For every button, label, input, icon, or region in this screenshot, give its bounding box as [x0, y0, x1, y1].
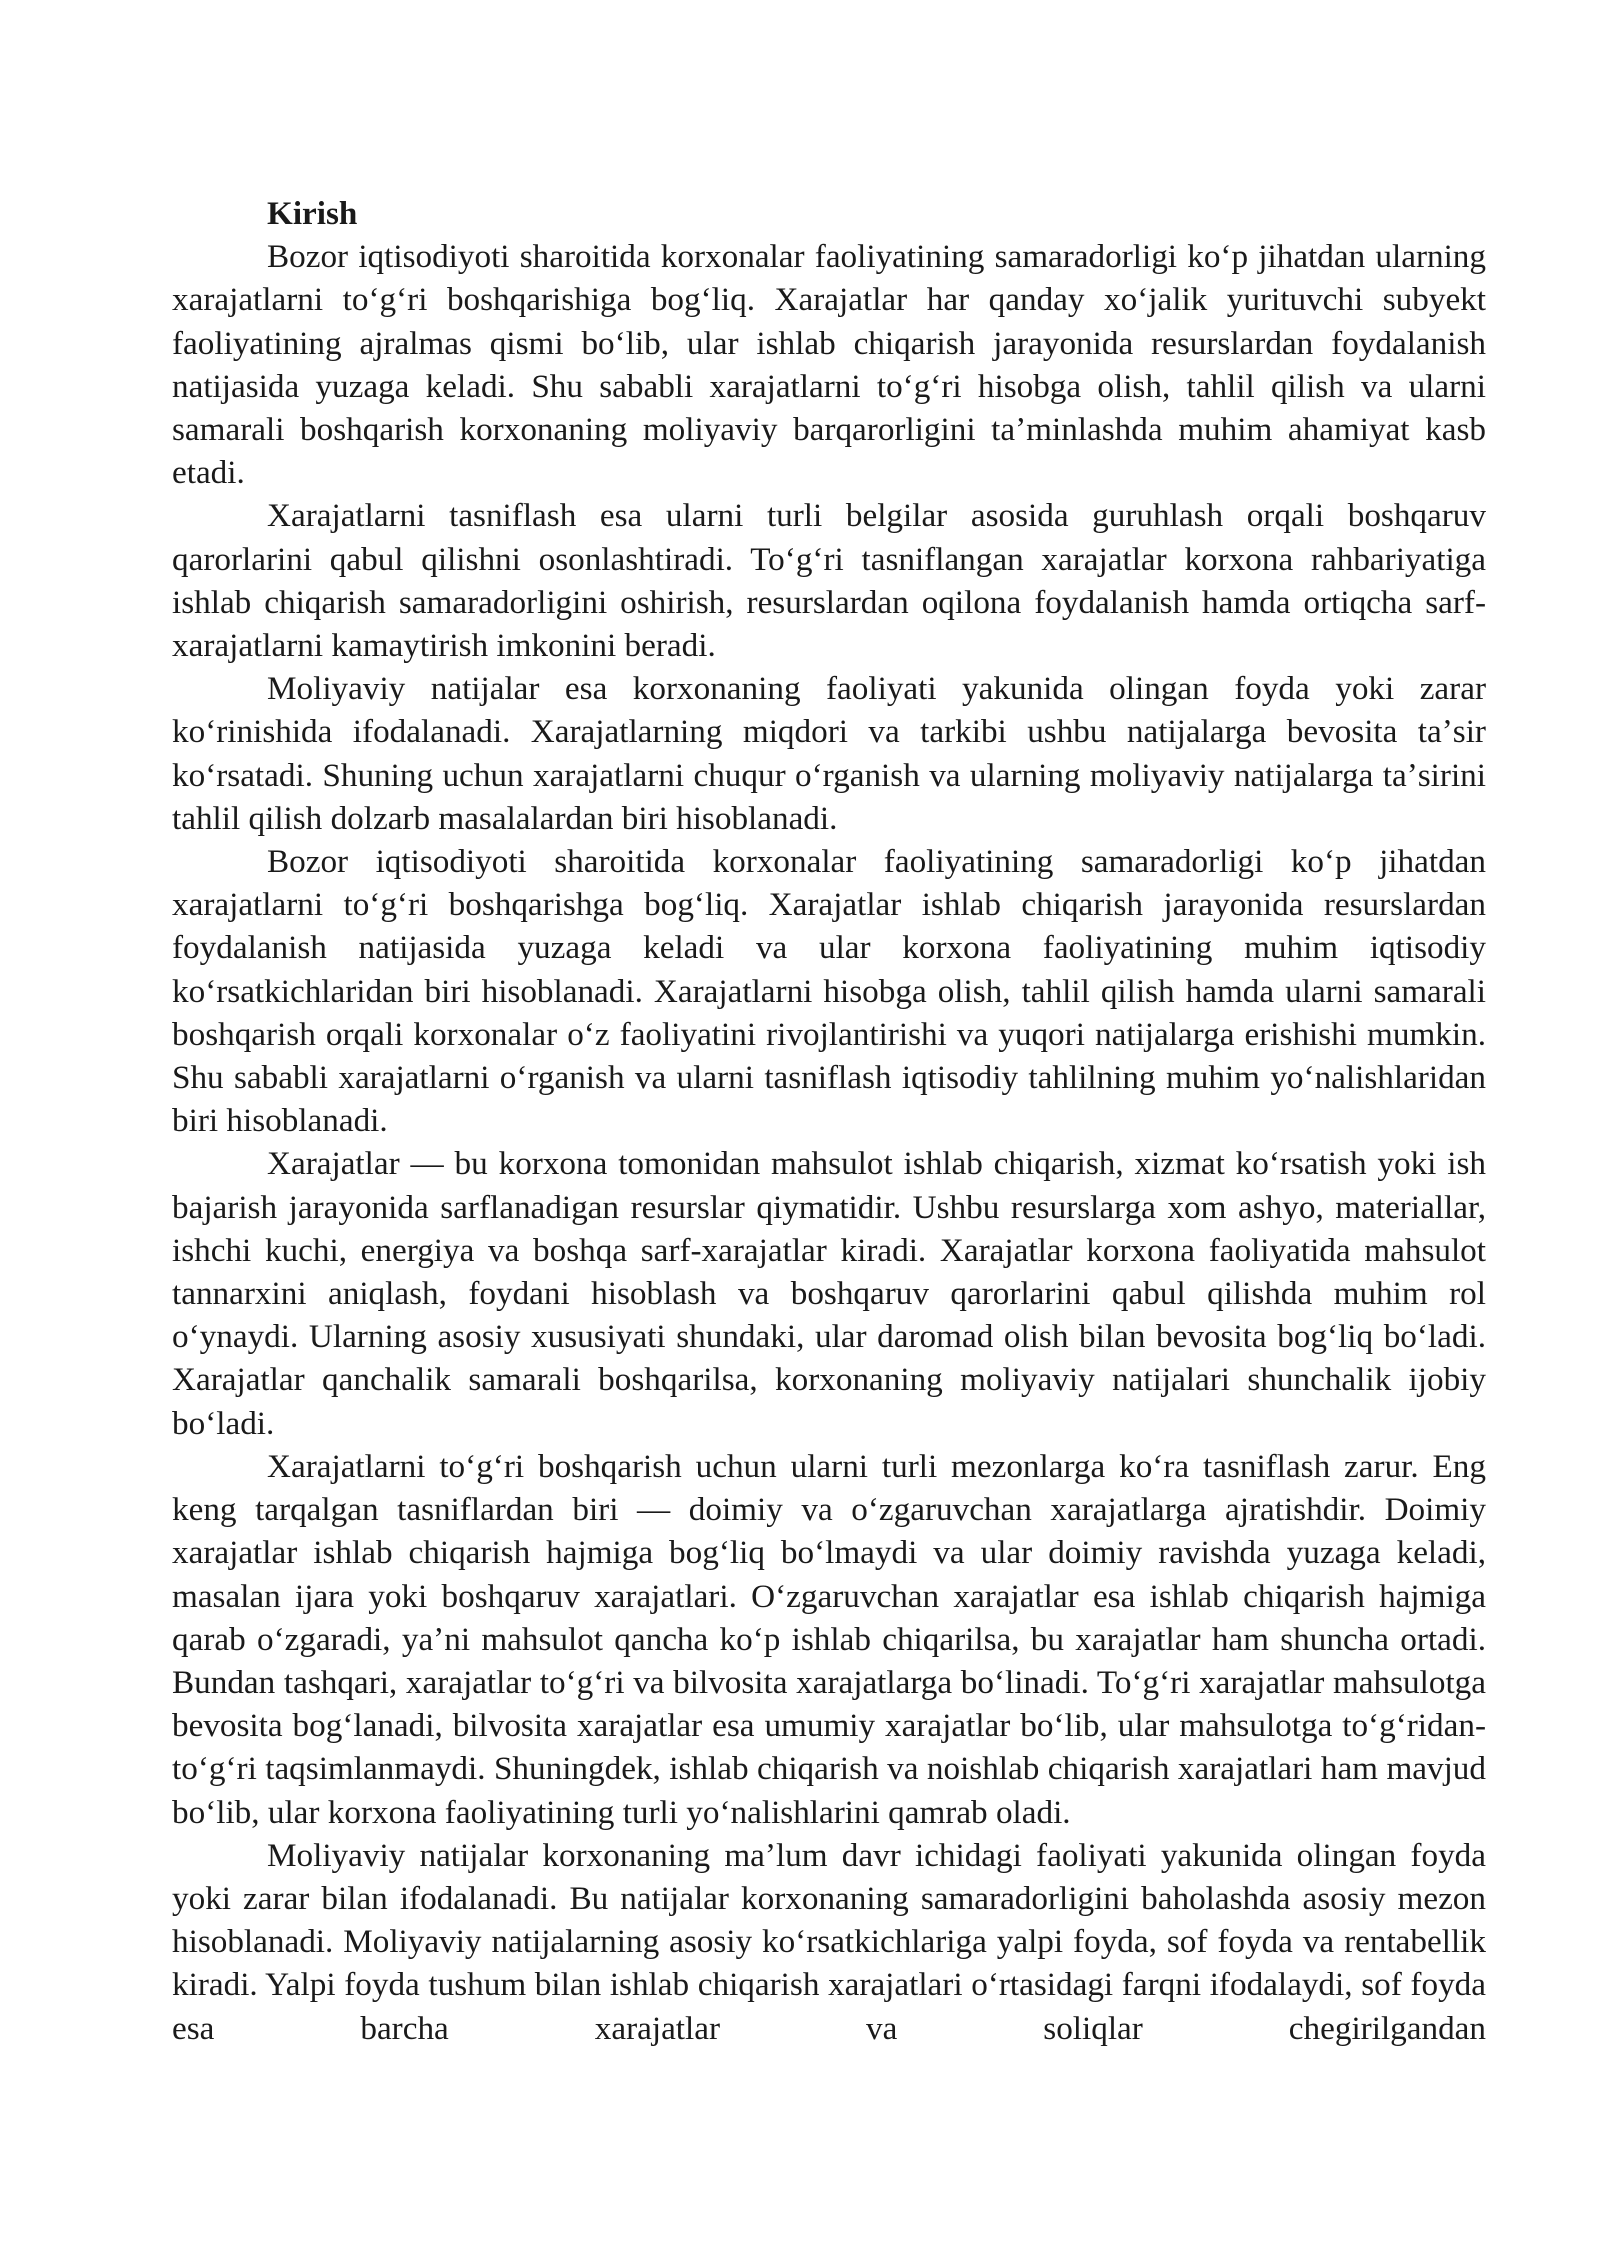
document-body [172, 192, 1486, 2050]
paragraph-4: Bozor iqtisodiyoti sharoitida korxonalar faoliyatining samaradorligi koʻp jihatdan xarajatlarni toʻgʻri boshqarishga bogʻliq. Xarajatlar ishlab chiqarish jarayonida resurslardan foydalanish natijasida yuzaga keladi va ular korxona faoliyatining muhim iqtisodiy koʻrsatkichlaridan biri hisoblanadi. Xarajatlarni hisobga olish, tahlil qilish hamda ularni samarali boshqarish orqali korxonalar oʻz faoliyatini rivojlantirishi va yuqori natijalarga erishishi mumkin. Shu sababli xarajatlarni oʻrganish va ularni tasniflash iqtisodiy tahlilning muhim yoʻnalishlaridan biri hisoblanadi. [172, 843, 1486, 1140]
paragraph-6: Xarajatlarni toʻgʻri boshqarish uchun ularni turli mezonlarga koʻra tasniflash zarur. Eng keng tarqalgan tasniflardan biri — doimiy va oʻzgaruvchan xarajatlarga ajratishdir. Doimiy xarajatlar ishlab chiqarish hajmiga bogʻliq boʻlmaydi va ular doimiy ravishda yuzaga keladi, masalan ijara yoki boshqaruv xarajatlari. Oʻzgaruvchan xarajatlar esa ishlab chiqarish hajmiga qarab oʻzgaradi, yaʼni mahsulot qancha koʻp ishlab chiqarilsa, bu xarajatlar ham shuncha ortadi. Bundan tashqari, xarajatlar toʻgʻri va bilvosita xarajatlarga boʻlinadi. Toʻgʻri xarajatlar mahsulotga bevosita bogʻlanadi, bilvosita xarajatlar esa umumiy xarajatlar boʻlib, ular mahsulotga toʻgʻridan-toʻgʻri taqsimlanmaydi. Shuningdek, ishlab chiqarish va noishlab chiqarish xarajatlari ham mavjud boʻlib, ular korxona faoliyatining turli yoʻnalishlarini qamrab oladi. [172, 1447, 1486, 1831]
paragraph-2: Xarajatlarni tasniflash esa ularni turli belgilar asosida guruhlash orqali boshqaruv qarorlarini qabul qilishni osonlashtiradi. Toʻgʻri tasniflangan xarajatlar korxona rahbariyatiga ishlab chiqarish samaradorligini oshirish, resurslardan oqilona foydalanish hamda ortiqcha sarf-xarajatlarni kamaytirish imkonini beradi. [172, 497, 1486, 665]
section-heading: Kirish [267, 195, 358, 232]
paragraph-3: Moliyaviy natijalar esa korxonaning faoliyati yakunida olingan foyda yoki zarar koʻrinishida ifodalanadi. Xarajatlarning miqdori va tarkibi ushbu natijalarga bevosita taʼsir koʻrsatadi. Shuning uchun xarajatlarni chuqur oʻrganish va ularning moliyaviy natijalarga taʼsirini tahlil qilish dolzarb masalalardan biri hisoblanadi. [172, 670, 1486, 837]
paragraph-7: Moliyaviy natijalar korxonaning maʼlum davr ichidagi faoliyati yakunida olingan foyda yoki zarar bilan ifodalanadi. Bu natijalar korxonaning samaradorligini baholashda asosiy mezon hisoblanadi. Moliyaviy natijalarning asosiy koʻrsatkichlariga yalpi foyda, sof foyda va rentabellik kiradi. Yalpi foyda tushum bilan ishlab chiqarish xarajatlari oʻrtasidagi farqni ifodalaydi, sof foyda esa barcha xarajatlar va soliqlar chegirilgandan [172, 1836, 1486, 2047]
paragraph-1: Bozor iqtisodiyoti sharoitida korxonalar faoliyatining samaradorligi koʻp jihatdan ularning xarajatlarni toʻgʻri boshqarishiga bogʻliq. Xarajatlar har qanday xoʻjalik yurituvchi subyekt faoliyatining ajralmas qismi boʻlib, ular ishlab chiqarish jarayonida resurslardan foydalanish natijasida yuzaga keladi. Shu sababli xarajatlarni toʻgʻri hisobga olish, tahlil qilish va ularni samarali boshqarish korxonaning moliyaviy barqarorligini taʼminlashda muhim ahamiyat kasb etadi. [172, 238, 1486, 492]
paragraph-5: Xarajatlar — bu korxona tomonidan mahsulot ishlab chiqarish, xizmat koʻrsatish yoki ish bajarish jarayonida sarflanadigan resurslar qiymatidir. Ushbu resurslarga xom ashyo, materiallar, ishchi kuchi, energiya va boshqa sarf-xarajatlar kiradi. Xarajatlar korxona faoliyatida mahsulot tannarxini aniqlash, foydani hisoblash va boshqaruv qarorlarini qabul qilishda muhim rol oʻynaydi. Ularning asosiy xususiyati shundaki, ular daromad olish bilan bevosita bogʻliq boʻladi. Xarajatlar qanchalik samarali boshqarilsa, korxonaning moliyaviy natijalari shunchalik ijobiy boʻladi. [172, 1145, 1486, 1442]
